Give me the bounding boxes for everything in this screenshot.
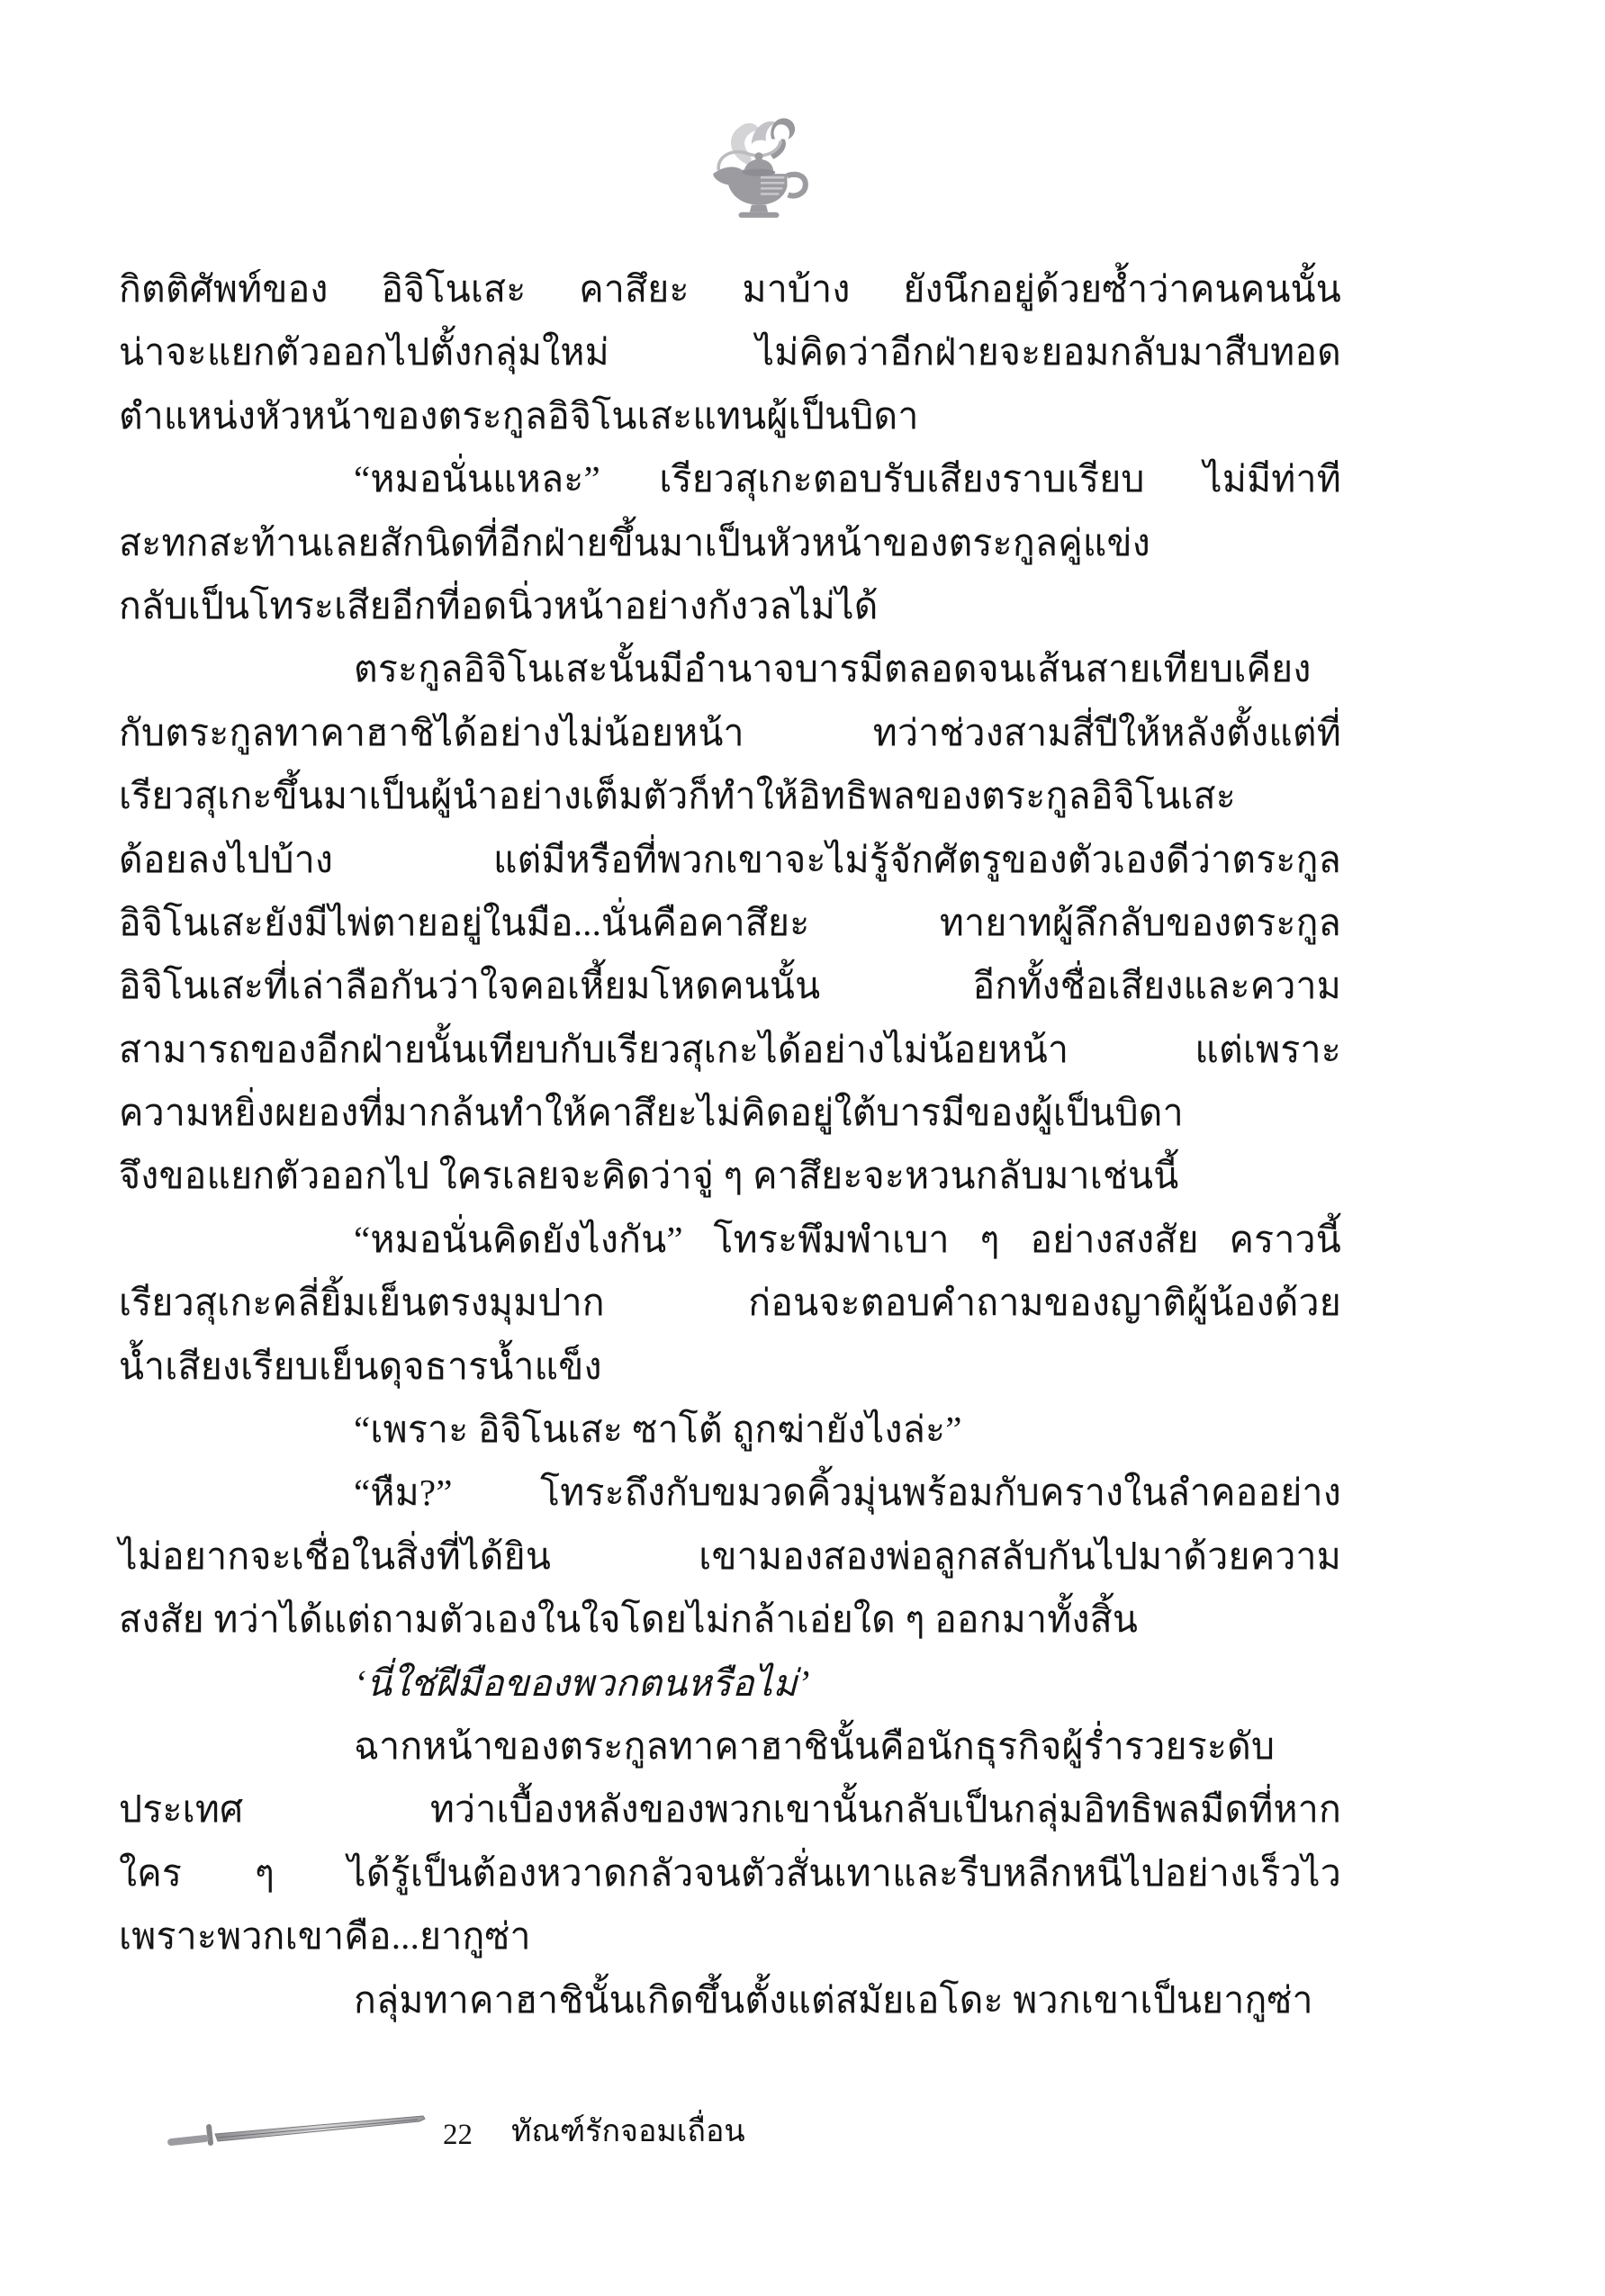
text-line: อิจิโนเสะยังมีไพ่ตายอยู่ในมือ...นั่นคือคาสึยะ ทายาทผู้ลึกลับของตระกูล <box>119 901 1341 943</box>
text-line: ด้อยลงไปบ้าง แต่มีหรือที่พวกเขาจะไม่รู้จักศัตรูของตัวเองดีว่าตระกูล <box>119 838 1341 880</box>
text-line: เรียวสุเกะขึ้นมาเป็นผู้นำอย่างเต็มตัวก็ทำให้อิทธิพลของตระกูลอิจิโนเสะ <box>119 775 1237 817</box>
text-line: สะทกสะท้านเลยสักนิดที่อีกฝ่ายขึ้นมาเป็นหัวหน้าของตระกูลคู่แข่ง <box>119 521 1150 563</box>
text-line: จึงขอแยกตัวออกไป ใครเลยจะคิดว่าจู่ ๆ คาสึยะจะหวนกลับมาเช่นนี้ <box>119 1155 1179 1197</box>
page-number: 22 <box>443 2119 473 2151</box>
text-line: เพราะพวกเขาคือ...ยากูซ่า <box>119 1915 531 1958</box>
text-line: “หมอนั่นแหละ” เรียวสุเกะตอบรับเสียงราบเรียบ ไม่มีท่าที <box>354 458 1341 500</box>
text-line: ความหยิ่งผยองที่มากล้นทำให้คาสึยะไม่คิดอยู่ใต้บารมีของผู้เป็นบิดา <box>119 1092 1184 1134</box>
text-line: สามารถของอีกฝ่ายนั้นเทียบกับเรียวสุเกะได้อย่างไม่น้อยหน้า แต่เพราะ <box>119 1028 1341 1070</box>
text-line: ไม่อยากจะเชื่อในสิ่งที่ได้ยิน เขามองสองพ่อลูกสลับกันไปมาด้วยความ <box>119 1535 1341 1577</box>
text-line: สงสัย ทว่าได้แต่ถามตัวเองในใจโดยไม่กล้าเอ่ยใด ๆ ออกมาทั้งสิ้น <box>119 1598 1139 1641</box>
text-line: น่าจะแยกตัวออกไปตั้งกลุ่มใหม่ ไม่คิดว่าอีกฝ่ายจะยอมกลับมาสืบทอด <box>119 331 1341 374</box>
text-line: น้ำเสียงเรียบเย็นดุจธารน้ำแข็ง <box>119 1345 602 1387</box>
text-line: ตระกูลอิจิโนเสะนั้นมีอำนาจบารมีตลอดจนเส้นสายเทียบเคียง <box>354 648 1312 690</box>
text-line: ใคร ๆ ได้รู้เป็นต้องหวาดกลัวจนตัวสั่นเทาและรีบหลีกหนีไปอย่างเร็วไว <box>119 1851 1341 1894</box>
text-line: เรียวสุเกะคลี่ยิ้มเย็นตรงมุมปาก ก่อนจะตอบคำถามของญาติผู้น้องด้วย <box>119 1282 1341 1324</box>
text-line: กลับเป็นโทระเสียอีกที่อดนิ่วหน้าอย่างกังวลไม่ได้ <box>119 584 879 626</box>
text-line: กลุ่มทาคาฮาชินั้นเกิดขึ้นตั้งแต่สมัยเอโดะ พวกเขาเป็นยากูซ่า <box>354 1978 1313 2021</box>
text-line-italic-thought: ‘นี่ใช่ฝีมือของพวกตนหรือไม่’ <box>354 1661 810 1704</box>
genie-lamp-icon <box>700 108 819 225</box>
text-line: “หืม?” โทระถึงกับขมวดคิ้วมุ่นพร้อมกับครางในลำคออย่าง <box>354 1472 1341 1514</box>
text-line: ประเทศ ทว่าเบื้องหลังของพวกเขานั้นกลับเป็นกลุ่มอิทธิพลมืดที่หาก <box>119 1788 1341 1831</box>
text-line: “เพราะ อิจิโนเสะ ซาโต้ ถูกฆ่ายังไงล่ะ” <box>354 1409 962 1451</box>
text-line: ฉากหน้าของตระกูลทาคาฮาชินั้นคือนักธุรกิจผู้ร่ำรวยระดับ <box>354 1724 1276 1767</box>
text-line: อิจิโนเสะที่เล่าลือกันว่าใจคอเหี้ยมโหดคนนั้น อีกทั้งชื่อเสียงและความ <box>119 965 1341 1007</box>
text-line: “หมอนั่นคิดยังไงกัน” โทระพึมพำเบา ๆ อย่างสงสัย คราวนี้ <box>354 1218 1341 1260</box>
book-title: ทัณฑ์รักจอมเถื่อน <box>511 2115 745 2148</box>
text-line: ตำแหน่งหัวหน้าของตระกูลอิจิโนเสะแทนผู้เป็นบิดา <box>119 394 919 437</box>
text-line: กิตติศัพท์ของ อิจิโนเสะ คาสึยะ มาบ้าง ยังนึกอยู่ด้วยซ้ำว่าคนคนนั้น <box>119 268 1341 310</box>
page-body-text <box>119 257 1341 2031</box>
katana-icon <box>164 2111 429 2155</box>
text-line: กับตระกูลทาคาฮาชิได้อย่างไม่น้อยหน้า ทว่าช่วงสามสี่ปีให้หลังตั้งแต่ที่ <box>119 711 1341 753</box>
